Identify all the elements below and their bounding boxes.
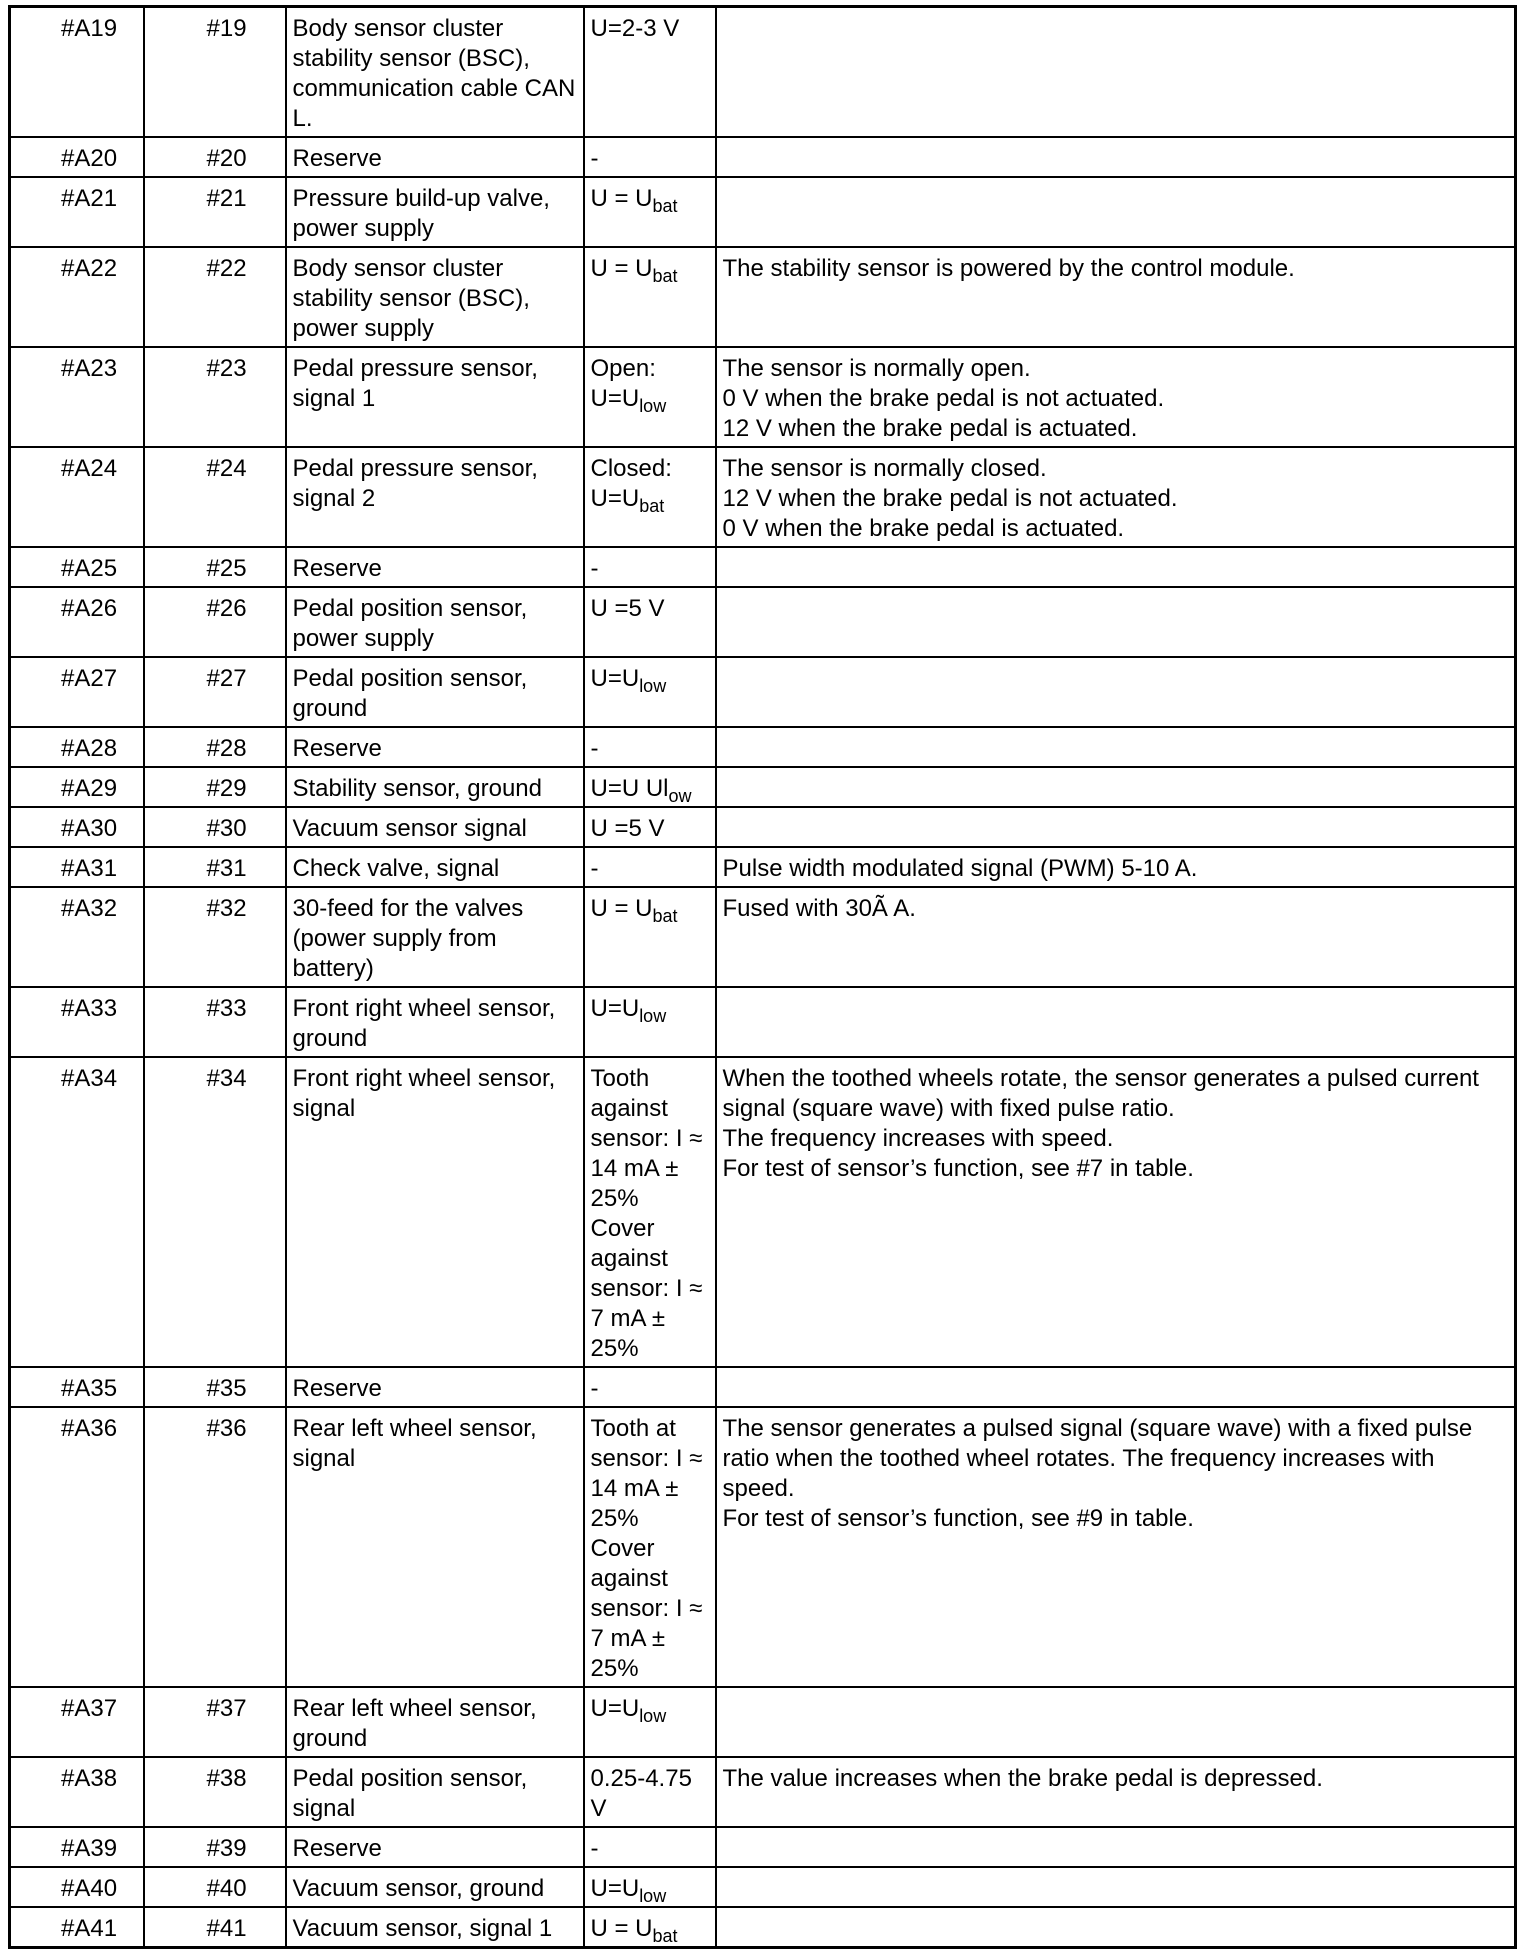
value-line	[591, 1874, 709, 1904]
description-cell: Pedal position sensor, signal	[286, 1757, 584, 1827]
value-line	[591, 1064, 709, 1364]
value-line	[591, 1694, 709, 1724]
value-line	[591, 354, 709, 384]
description-cell: Body sensor cluster stability sensor (BSC), power supply	[286, 247, 584, 347]
value-text: U = U	[590, 895, 653, 922]
description-cell: Vacuum sensor, ground	[286, 1867, 584, 1907]
value-text: 0.25-4.75 V	[590, 1765, 692, 1822]
value-subscript: bat	[652, 1926, 678, 1946]
pin-id-cell: #A22	[10, 247, 144, 347]
pin-id-cell: #A23	[10, 347, 144, 447]
description-cell: Front right wheel sensor, signal	[286, 1057, 584, 1367]
pin-id-cell: #A34	[10, 1057, 144, 1367]
value-cell	[584, 807, 716, 847]
pin-id-cell: #A19	[10, 7, 144, 138]
pin-number-cell: #22	[144, 247, 286, 347]
value-text: U=U Ul	[590, 775, 669, 802]
value-subscript: low	[639, 1006, 667, 1026]
pin-number-cell: #31	[144, 847, 286, 887]
value-text: -	[590, 145, 599, 172]
value-line	[591, 184, 709, 214]
value-text: U=U	[590, 1875, 640, 1902]
description-cell: Reserve	[286, 137, 584, 177]
description-cell: Pedal position sensor, power supply	[286, 587, 584, 657]
table-row	[10, 887, 1516, 987]
pin-id-cell: #A39	[10, 1827, 144, 1867]
value-text: U=U	[590, 665, 640, 692]
table-row	[10, 247, 1516, 347]
value-cell	[584, 587, 716, 657]
description-cell: Vacuum sensor signal	[286, 807, 584, 847]
table-row	[10, 1407, 1516, 1687]
value-text: -	[590, 855, 599, 882]
table-row	[10, 447, 1516, 547]
description-cell: Pedal pressure sensor, signal 2	[286, 447, 584, 547]
remarks-cell	[716, 1827, 1516, 1867]
table-row	[10, 847, 1516, 887]
value-cell	[584, 987, 716, 1057]
remarks-cell	[716, 767, 1516, 807]
pin-number-cell: #32	[144, 887, 286, 987]
table-row	[10, 137, 1516, 177]
description-cell: Vacuum sensor, signal 1	[286, 1907, 584, 1948]
value-cell	[584, 887, 716, 987]
value-cell	[584, 1057, 716, 1367]
pin-number-cell: #34	[144, 1057, 286, 1367]
value-cell	[584, 1907, 716, 1948]
value-cell	[584, 177, 716, 247]
value-subscript: low	[639, 396, 667, 416]
value-text: U=U	[590, 485, 640, 512]
remarks-cell	[716, 1907, 1516, 1948]
remarks-cell	[716, 137, 1516, 177]
value-text: U = U	[590, 1915, 653, 1942]
value-cell	[584, 247, 716, 347]
table-row	[10, 547, 1516, 587]
remarks-cell	[716, 847, 1516, 887]
remark-line: For test of sensor’s function, see #7 in table.	[722, 1155, 1194, 1182]
value-cell	[584, 1687, 716, 1757]
remarks-cell	[716, 987, 1516, 1057]
remarks-cell	[716, 347, 1516, 447]
pin-id-cell: #A40	[10, 1867, 144, 1907]
pin-number-cell: #27	[144, 657, 286, 727]
remarks-cell	[716, 587, 1516, 657]
pin-number-cell: #38	[144, 1757, 286, 1827]
remark-line: The value increases when the brake pedal is depressed.	[722, 1765, 1323, 1792]
value-line	[591, 814, 709, 844]
remark-line: 0 V when the brake pedal is actuated.	[722, 515, 1125, 542]
description-cell: Reserve	[286, 727, 584, 767]
pin-number-cell: #29	[144, 767, 286, 807]
pin-id-cell: #A25	[10, 547, 144, 587]
remarks-cell	[716, 657, 1516, 727]
value-cell	[584, 547, 716, 587]
description-cell: Check valve, signal	[286, 847, 584, 887]
value-cell	[584, 347, 716, 447]
value-line	[591, 664, 709, 694]
value-line	[591, 894, 709, 924]
pin-number-cell: #37	[144, 1687, 286, 1757]
remark-line: The sensor generates a pulsed signal (square wave) with a fixed pulse ratio when the toothed wheel rotates. The frequency increases with speed.	[722, 1415, 1473, 1502]
value-line	[591, 594, 709, 624]
remark-line: Fused with 30Ã A.	[722, 895, 916, 922]
value-text: Open:	[590, 355, 656, 382]
value-text: -	[590, 555, 599, 582]
value-text: U =5 V	[590, 595, 665, 622]
pin-id-cell: #A41	[10, 1907, 144, 1948]
pin-number-cell: #35	[144, 1367, 286, 1407]
value-text: -	[590, 1835, 599, 1862]
table-row	[10, 727, 1516, 767]
value-subscript: low	[639, 676, 667, 696]
remark-line: 12 V when the brake pedal is actuated.	[722, 415, 1138, 442]
pin-id-cell: #A38	[10, 1757, 144, 1827]
description-cell: 30-feed for the valves (power supply from battery)	[286, 887, 584, 987]
pin-number-cell: #23	[144, 347, 286, 447]
pin-id-cell: #A21	[10, 177, 144, 247]
value-line	[591, 774, 709, 804]
pin-id-cell: #A35	[10, 1367, 144, 1407]
value-cell	[584, 727, 716, 767]
remarks-cell	[716, 1687, 1516, 1757]
value-text: -	[590, 1375, 599, 1402]
table-row	[10, 1057, 1516, 1367]
pin-table	[8, 5, 1517, 1949]
value-cell	[584, 1407, 716, 1687]
pin-number-cell: #30	[144, 807, 286, 847]
value-text: U=U	[590, 995, 640, 1022]
remarks-cell	[716, 1407, 1516, 1687]
description-cell: Stability sensor, ground	[286, 767, 584, 807]
table-row	[10, 657, 1516, 727]
value-cell	[584, 447, 716, 547]
pin-id-cell: #A37	[10, 1687, 144, 1757]
remarks-cell	[716, 1057, 1516, 1367]
remark-line: 0 V when the brake pedal is not actuated.	[722, 385, 1165, 412]
value-line	[591, 144, 709, 174]
description-cell: Pedal pressure sensor, signal 1	[286, 347, 584, 447]
value-line	[591, 1414, 709, 1684]
table-row	[10, 347, 1516, 447]
pin-id-cell: #A36	[10, 1407, 144, 1687]
pin-table-body	[10, 7, 1516, 1948]
pin-id-cell: #A33	[10, 987, 144, 1057]
value-line	[591, 1834, 709, 1864]
value-subscript: bat	[639, 496, 665, 516]
value-line	[591, 1764, 709, 1824]
pin-number-cell: #28	[144, 727, 286, 767]
remarks-cell	[716, 887, 1516, 987]
value-subscript: bat	[652, 196, 678, 216]
remarks-cell	[716, 727, 1516, 767]
pin-id-cell: #A30	[10, 807, 144, 847]
table-row	[10, 177, 1516, 247]
value-line	[591, 254, 709, 284]
remark-line: When the toothed wheels rotate, the sensor generates a pulsed current signal (square wave) with fixed pulse ratio.	[722, 1065, 1479, 1122]
value-subscript: low	[639, 1886, 667, 1906]
table-row	[10, 1757, 1516, 1827]
pin-id-cell: #A29	[10, 767, 144, 807]
remarks-cell	[716, 447, 1516, 547]
table-row	[10, 1367, 1516, 1407]
pin-number-cell: #19	[144, 7, 286, 138]
table-row	[10, 1827, 1516, 1867]
value-line	[591, 1914, 709, 1944]
value-line	[591, 734, 709, 764]
table-row	[10, 1867, 1516, 1907]
table-row	[10, 987, 1516, 1057]
pin-number-cell: #20	[144, 137, 286, 177]
remark-line: The sensor is normally closed.	[722, 455, 1047, 482]
pin-id-cell: #A20	[10, 137, 144, 177]
pin-table-container	[8, 5, 1514, 1949]
value-cell	[584, 137, 716, 177]
table-row	[10, 1907, 1516, 1948]
description-cell: Front right wheel sensor, ground	[286, 987, 584, 1057]
description-cell: Rear left wheel sensor, ground	[286, 1687, 584, 1757]
value-cell	[584, 1867, 716, 1907]
pin-number-cell: #26	[144, 587, 286, 657]
value-line	[591, 1374, 709, 1404]
value-text: Closed:	[590, 455, 672, 482]
remarks-cell	[716, 247, 1516, 347]
remarks-cell	[716, 1757, 1516, 1827]
remark-line: The frequency increases with speed.	[722, 1125, 1114, 1152]
description-cell: Body sensor cluster stability sensor (BSC), communication cable CAN L.	[286, 7, 584, 138]
value-line	[591, 384, 709, 414]
value-line	[591, 484, 709, 514]
value-line	[591, 854, 709, 884]
remarks-cell	[716, 1867, 1516, 1907]
remark-line: Pulse width modulated signal (PWM) 5-10 A.	[722, 855, 1198, 882]
remark-line: 12 V when the brake pedal is not actuated.	[722, 485, 1178, 512]
pin-id-cell: #A28	[10, 727, 144, 767]
description-cell: Rear left wheel sensor, signal	[286, 1407, 584, 1687]
remarks-cell	[716, 1367, 1516, 1407]
value-subscript: low	[639, 1706, 667, 1726]
remarks-cell	[716, 807, 1516, 847]
value-cell	[584, 767, 716, 807]
pin-id-cell: #A24	[10, 447, 144, 547]
value-line	[591, 554, 709, 584]
remarks-cell	[716, 7, 1516, 138]
value-cell	[584, 7, 716, 138]
table-row	[10, 7, 1516, 138]
value-line	[591, 14, 709, 44]
value-text: U=2-3 V	[590, 15, 680, 42]
value-text: Tooth at sensor: I ≈ 14 mA ± 25% Cover against sensor: I ≈ 7 mA ± 25%	[590, 1415, 703, 1682]
table-row	[10, 767, 1516, 807]
value-cell	[584, 657, 716, 727]
pin-id-cell: #A32	[10, 887, 144, 987]
value-text: U=U	[590, 1695, 640, 1722]
description-cell: Reserve	[286, 1827, 584, 1867]
pin-id-cell: #A27	[10, 657, 144, 727]
value-text: U=U	[590, 385, 640, 412]
value-subscript: bat	[652, 906, 678, 926]
pin-number-cell: #40	[144, 1867, 286, 1907]
pin-number-cell: #39	[144, 1827, 286, 1867]
pin-id-cell: #A31	[10, 847, 144, 887]
pin-id-cell: #A26	[10, 587, 144, 657]
value-cell	[584, 847, 716, 887]
remark-line: For test of sensor’s function, see #9 in table.	[722, 1505, 1194, 1532]
value-line	[591, 454, 709, 484]
description-cell: Pressure build-up valve, power supply	[286, 177, 584, 247]
remarks-cell	[716, 177, 1516, 247]
remarks-cell	[716, 547, 1516, 587]
value-cell	[584, 1757, 716, 1827]
pin-number-cell: #36	[144, 1407, 286, 1687]
description-cell: Pedal position sensor, ground	[286, 657, 584, 727]
pin-number-cell: #21	[144, 177, 286, 247]
value-cell	[584, 1827, 716, 1867]
pin-number-cell: #25	[144, 547, 286, 587]
value-text: -	[590, 735, 599, 762]
table-row	[10, 1687, 1516, 1757]
pin-number-cell: #41	[144, 1907, 286, 1948]
value-line	[591, 994, 709, 1024]
value-text: Tooth against sensor: I ≈ 14 mA ± 25% Cover against sensor: I ≈ 7 mA ± 25%	[590, 1065, 703, 1362]
pin-number-cell: #24	[144, 447, 286, 547]
value-text: U =5 V	[590, 815, 665, 842]
value-subscript: ow	[668, 786, 692, 806]
remark-line: The stability sensor is powered by the control module.	[722, 255, 1295, 282]
value-cell	[584, 1367, 716, 1407]
table-row	[10, 587, 1516, 657]
table-row	[10, 807, 1516, 847]
value-subscript: bat	[652, 266, 678, 286]
remark-line: The sensor is normally open.	[722, 355, 1031, 382]
value-text: U = U	[590, 185, 653, 212]
description-cell: Reserve	[286, 547, 584, 587]
description-cell: Reserve	[286, 1367, 584, 1407]
pin-number-cell: #33	[144, 987, 286, 1057]
value-text: U = U	[590, 255, 653, 282]
